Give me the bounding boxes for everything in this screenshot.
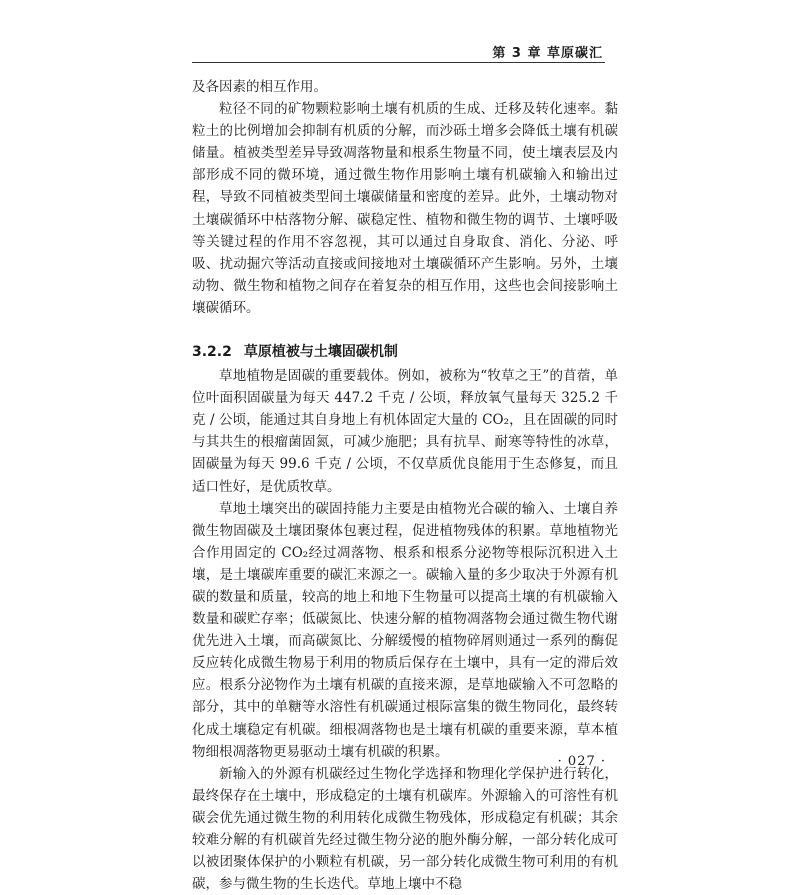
paragraph-intro-continuation: 及各因素的相互作用。 — [192, 79, 327, 95]
section-heading — [192, 341, 618, 363]
page-body — [192, 76, 618, 895]
page-number: · 027 · — [557, 754, 606, 769]
section-number: 3.2.2 — [192, 344, 232, 361]
paragraph-grass-plants: 草地植物是固碳的重要载体。例如，被称为“牧草之王”的苜蓿，单位叶面积固碳量为每天 447.2 千克 / 公顷，释放氧气量每天 325.2 千克 / 公顷，能通过其自身地上有机体固定大量的 CO₂，且在固碳的同时与其共生的根瘤菌固氮，可减少施肥；具有抗旱、耐寒等特性的冰草，固碳量为每天 99.6 千克 / 公顷，不仅草质优良能用于生态修复，而且适口性好，是优质牧草。 — [192, 368, 618, 495]
paragraph-carbon-transformation: 新输入的外源有机碳经过生物化学选择和物理化学保护进行转化，最终保存在土壤中，形成稳定的土壤有机碳库。外源输入的可溶性有机碳会优先通过微生物的利用转化成微生物残体，形成稳定有机碳；其余较难分解的有机碳首先经过微生物分泌的胞外酶分解，一部分转化成可以被团聚体保护的小颗粒有机碳，另一部分转化成微生物可利用的有机碳，参与微生物的生长迭代。草地上壤中不稳 — [192, 765, 618, 893]
paragraph-soil-carbon-input: 草地土壤突出的碳固持能力主要是由植物光合碳的输入、土壤自养微生物固碳及土壤团聚体包裹过程，促进植物残体的积累。草地植物光合作用固定的 CO₂经过凋落物、根系和根系分泌物等根际沉积进入土壤，是土壤碳库重要的碳汇来源之一。碳输入量的多少取决于外源有机碳的数量和质量，较高的地上和地下生物量可以提高土壤的有机碳输入数量和碳贮存率；低碳氮比、快速分解的植物凋落物会通过微生物代谢优先进入土壤，而高碳氮比、分解缓慢的植物碎屑则通过一系列的酶促反应转化成微生物易于利用的物质后保存在土壤中，具有一定的滞后效应。根系分泌物作为土壤有机碳的直接来源，是草地碳输入不可忽略的部分，其中的单糖等水溶性有机碳通过根际富集的微生物同化，最终转化成土壤稳定有机碳。细根凋落物也是土壤有机碳的重要来源，草本植物细根凋落物更易驱动土壤有机碳的积累。 — [192, 500, 618, 760]
chapter-title: 第 3 章 草原碳汇 — [492, 46, 603, 61]
paragraph-mineral-particles: 粒径不同的矿物颗粒影响土壤有机质的生成、迁移及转化速率。黏粒土的比例增加会抑制有机质的分解，而沙砾土增多会降低土壤有机碳储量。植被类型差异导致凋落物量和根系生物量不同，使土壤表层及内部形成不同的微环境，通过微生物作用影响土壤有机碳输入和输出过程，导致不同植被类型间土壤碳储量和密度的差异。此外，土壤动物对土壤碳循环中枯落物分解、碳稳定性、植物和微生物的调节、土壤呼吸等关键过程的作用不容忽视，其可以通过自身取食、消化、分泌、呼吸、扰动掘穴等活动直接或间接地对土壤碳循环产生影响。另外，土壤动物、微生物和植物之间存在着复杂的相互作用，这些也会间接影响土壤碳循环。 — [192, 101, 618, 316]
section-title: 草原植被与土壤固碳机制 — [243, 344, 398, 361]
running-header — [192, 40, 605, 63]
